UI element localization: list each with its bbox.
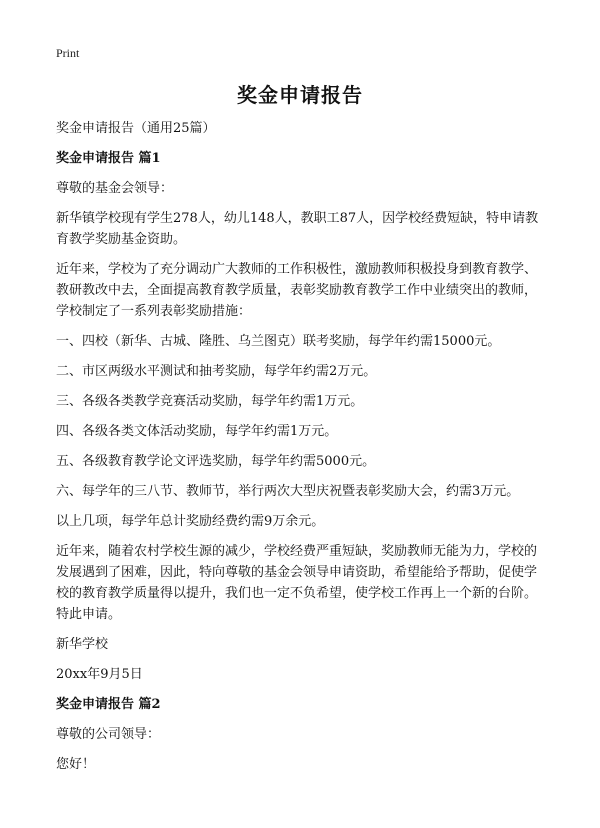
paragraph: 新华镇学校现有学生278人，幼儿148人，教职工87人，因学校经费短缺，特申请教育教学奖励基金资助。 [56, 211, 539, 247]
list-item: 四、各级各类文体活动奖励，每学年约需1万元。 [56, 424, 338, 439]
list-item: 六、每学年的三八节、教师节，举行两次大型庆祝暨表彰奖励大会，约需3万元。 [56, 484, 520, 499]
list-item: 三、各级各类教学竞赛活动奖励，每学年约需1万元。 [56, 394, 364, 409]
paragraph: 近年来，学校为了充分调动广大教师的工作积极性，激励教师积极投身到教育教学、教研教改中去，全面提高教育教学质量，表彰奖励教育教学工作中业绩突出的教师，学校制定了一系列表彰奖励措施： [56, 262, 538, 319]
page-title: 奖金申请报告 [237, 83, 363, 107]
list-item: 一、四校（新华、古城、隆胜、乌兰图克）联考奖励，每学年约需15000元。 [56, 334, 501, 349]
document-subtitle: 奖金申请报告（通用25篇） [56, 121, 216, 136]
paragraph: 近年来，随着农村学校生源的减少，学校经费严重短缺，奖励教师无能为力，学校的发展遇到了困难，因此，特向尊敬的基金会领导申请资助，希望能给予帮助，促使学校的教育教学质量得以提升，我们也一定不负希望，使学校工作再上一个新的台阶。 特此申请。 [56, 544, 538, 622]
paragraph: 以上几项，每学年总计奖励经费约需9万余元。 [56, 514, 325, 529]
list-item: 五、各级教育教学论文评选奖励，每学年约需5000元。 [56, 454, 376, 469]
section-heading-2: 奖金申请报告 篇2 [56, 697, 161, 712]
greeting: 您好！ [56, 757, 96, 772]
signature: 新华学校 [56, 637, 109, 652]
document-body [56, 118, 548, 784]
list-item: 二、市区两级水平测试和抽考奖励，每学年约需2万元。 [56, 364, 377, 379]
section-heading-1: 奖金申请报告 篇1 [56, 151, 161, 166]
salutation: 尊敬的公司领导： [56, 727, 161, 742]
salutation: 尊敬的基金会领导： [56, 181, 174, 196]
print-link[interactable]: Print [56, 46, 80, 60]
date: 20xx年9月5日 [56, 667, 143, 682]
